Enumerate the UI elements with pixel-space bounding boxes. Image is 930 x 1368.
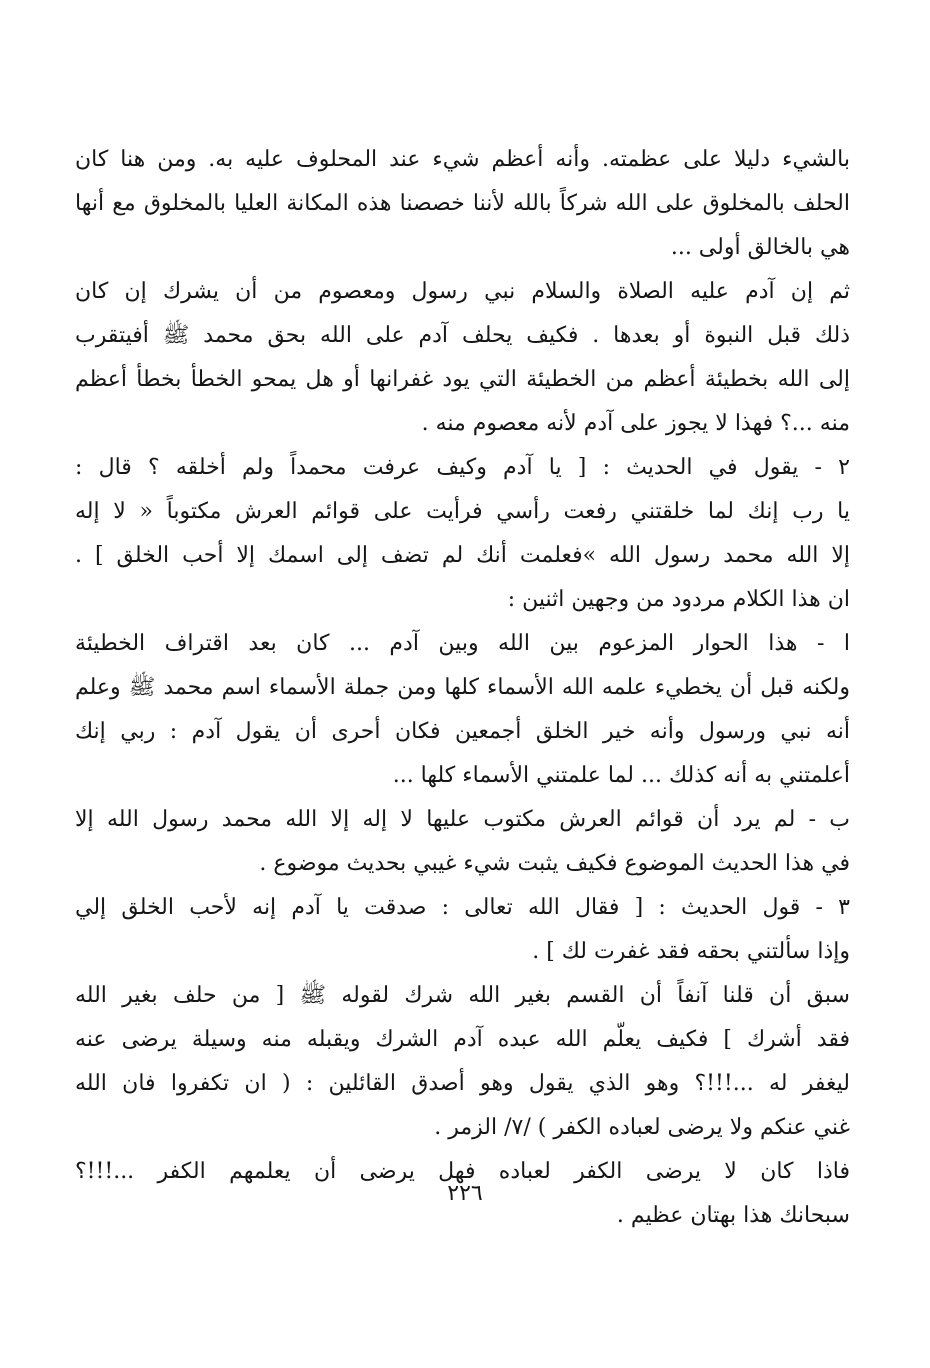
text-line: ب - لم يرد أن قوائم العرش مكتوب عليها لا إله إلا الله محمد رسول الله إلا bbox=[75, 807, 850, 832]
text-line: ولكنه قبل أن يخطيء علمه الله الأسماء كلها ومن جملة الأسماء اسم محمد ﷺ وعلم bbox=[75, 675, 850, 700]
body-text bbox=[75, 138, 850, 1238]
text-line: ان هذا الكلام مردود من وجهين اثنين : bbox=[507, 587, 850, 612]
text-line: ذلك قبل النبوة أو بعدها . فكيف يحلف آدم على الله بحق محمد ﷺ أفيتقرب bbox=[75, 323, 850, 348]
text-line: ثم إن آدم عليه الصلاة والسلام نبي رسول ومعصوم من أن يشرك إن كان bbox=[75, 279, 850, 304]
text-line: إلا الله محمد رسول الله »فعلمت أنك لم تضف إلى اسمك إلا أحب الخلق ] . bbox=[75, 543, 850, 568]
text-line: هي بالخالق أولى ... bbox=[670, 235, 850, 260]
page-number: ٢٢٦ bbox=[447, 1181, 483, 1206]
text-line: بالشيء دليلا على عظمته. وأنه أعظم شيء عند المحلوف عليه به. ومن هنا كان bbox=[75, 147, 850, 172]
text-line: فاذا كان لا يرضى الكفر لعباده فهل يرضى أن يعلمهم الكفر ...!!!؟ bbox=[75, 1159, 850, 1184]
text-line: أعلمتني به أنه كذلك ... لما علمتني الأسماء كلها ... bbox=[392, 763, 850, 788]
text-line: ا - هذا الحوار المزعوم بين الله وبين آدم ... كان بعد اقتراف الخطيئة bbox=[75, 631, 850, 656]
text-line: غني عنكم ولا يرضى لعباده الكفر ) /٧/ الزمر . bbox=[434, 1115, 850, 1140]
text-line: وإذا سألتني بحقه فقد غفرت لك ] . bbox=[532, 939, 850, 964]
text-line: سبق أن قلنا آنفاً أن القسم بغير الله شرك لقوله ﷺ [ من حلف بغير الله bbox=[75, 983, 850, 1008]
text-line: إلى الله بخطيئة أعظم من الخطيئة التي يود غفرانها أو هل يمحو الخطأ بخطأ أعظم bbox=[75, 367, 850, 392]
text-line: ليغفر له ...!!!؟ وهو الذي يقول وهو أصدق القائلين : ( ان تكفروا فان الله bbox=[75, 1071, 850, 1096]
text-line: ٣ - قول الحديث : [ فقال الله تعالى : صدقت يا آدم إنه لأحب الخلق إلي bbox=[75, 895, 850, 920]
text-line: فقد أشرك ] فكيف يعلّم الله عبده آدم الشرك ويقبله منه وسيلة يرضى عنه bbox=[75, 1027, 850, 1052]
text-line: أنه نبي ورسول وأنه خير الخلق أجمعين فكان أحرى أن يقول آدم : ربي إنك bbox=[75, 719, 850, 744]
text-line: الحلف بالمخلوق على الله شركاً بالله لأننا خصصنا هذه المكانة العليا بالمخلوق مع أنها bbox=[75, 191, 850, 216]
text-line: في هذا الحديث الموضوع فكيف يثبت شيء غيبي بحديث موضوع . bbox=[259, 851, 850, 876]
text-line: منه ...؟ فهذا لا يجوز على آدم لأنه معصوم منه . bbox=[421, 411, 850, 436]
text-line: يا رب إنك لما خلقتني رفعت رأسي فرأيت على قوائم العرش مكتوباً « لا إله bbox=[75, 499, 850, 524]
text-line: ٢ - يقول في الحديث : [ يا آدم وكيف عرفت محمداً ولم أخلقه ؟ قال : bbox=[75, 455, 850, 480]
text-line: سبحانك هذا بهتان عظيم . bbox=[616, 1203, 850, 1228]
